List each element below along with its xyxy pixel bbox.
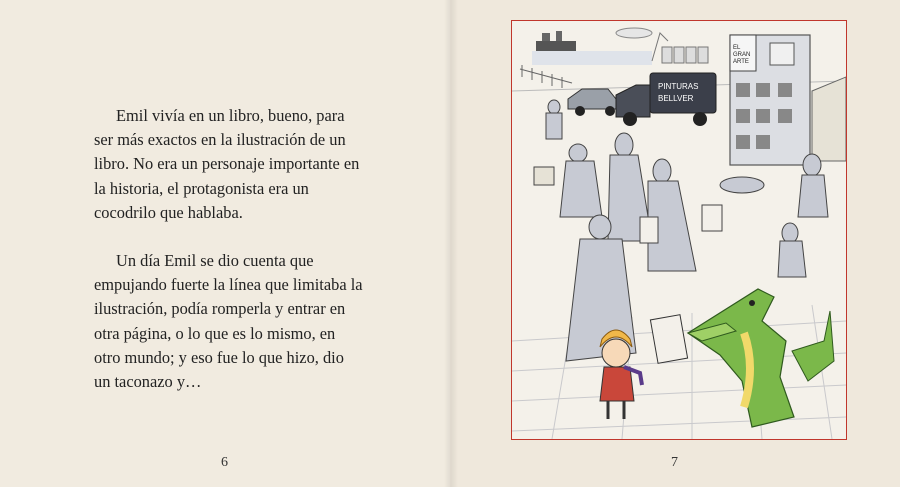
page-number-left: 6 — [221, 455, 228, 470]
street-scene-illustration — [512, 21, 846, 439]
shop-sign-line3: ARTE — [733, 59, 749, 65]
shed — [812, 77, 846, 161]
paragraph-1: Emil vivía en un libro, bueno, para ser más exactos en la ilustración de un libro. No era un personaje importante en la historia, el protagonista era un cocodrilo que hablaba. — [94, 106, 360, 222]
illustration-frame — [511, 20, 847, 440]
story-text — [94, 104, 364, 418]
truck-sign-line1: PINTURAS — [658, 82, 699, 91]
book-gutter — [444, 0, 458, 487]
paragraph-2: Un día Emil se dio cuenta que empujando fuerte la línea que limitaba la ilustración, podía romperla y entrar en otra página, o lo que es lo mismo, en otro mundo; y eso fue lo que hizo, dio un taconazo y… — [94, 251, 363, 392]
sea-strip — [532, 51, 652, 65]
blimp-icon — [616, 28, 652, 38]
shop-sign-line1: EL — [733, 45, 741, 51]
building — [730, 35, 810, 165]
truck-sign-line2: BELLVER — [658, 94, 694, 103]
shop-sign-line2: GRAN — [733, 52, 751, 58]
page-number-right: 7 — [671, 455, 678, 470]
